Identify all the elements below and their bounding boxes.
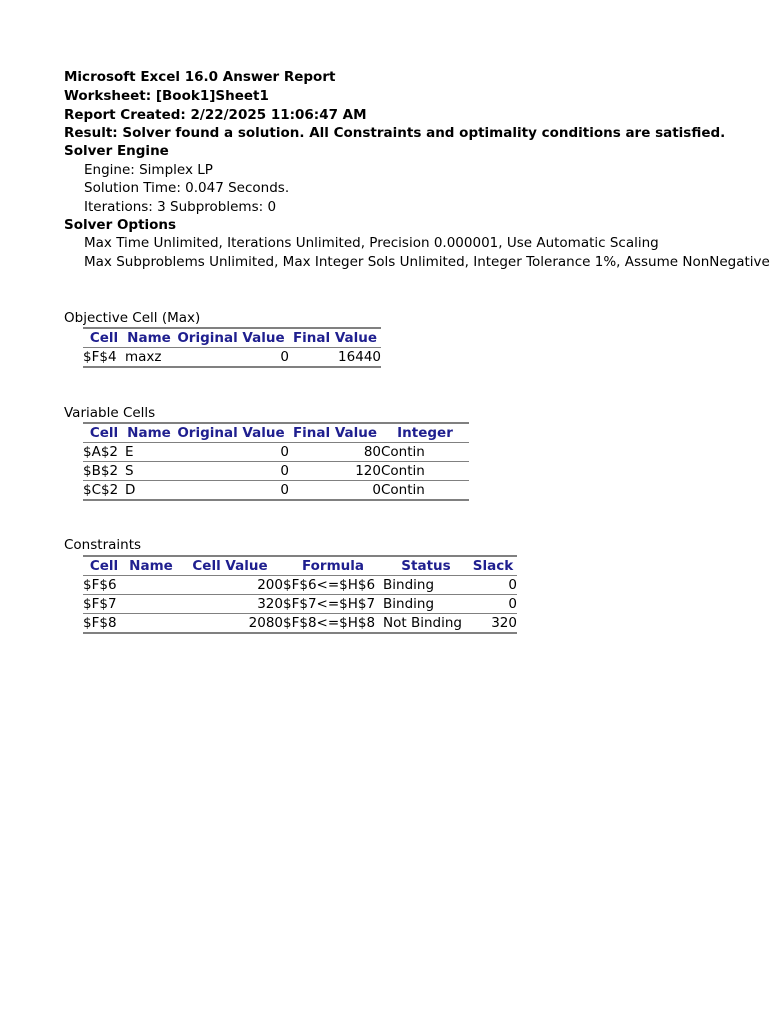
table-row (83, 614, 517, 634)
formula: $F$8<=$H$8 (283, 615, 376, 631)
cell-value: 2080 (248, 615, 283, 631)
variable-cells-table (83, 422, 469, 501)
status: Binding (383, 577, 435, 593)
report-title: Microsoft Excel 16.0 Answer Report (64, 69, 336, 85)
final-value: 0 (372, 482, 381, 498)
original-value: 0 (280, 463, 289, 479)
cell-name: E (125, 444, 134, 460)
original-value: 0 (280, 349, 289, 365)
header-formula: Formula (301, 558, 365, 574)
cell-name (125, 576, 177, 595)
objective-heading: Objective Cell (Max) (64, 310, 201, 326)
table-row (83, 595, 517, 614)
header-name: Name (127, 330, 171, 346)
cell-value: 320 (257, 596, 283, 612)
constraints-header-row (83, 556, 517, 576)
cell-ref: $F$8 (83, 615, 117, 631)
header-original-value: Original Value (177, 425, 285, 441)
header-status: Status (401, 558, 451, 574)
cell-ref: $C$2 (83, 482, 119, 498)
final-value: 80 (363, 444, 381, 460)
objective-header-row (83, 328, 381, 348)
iterations-info: Iterations: 3 Subproblems: 0 (84, 199, 277, 215)
constraints-table (83, 555, 517, 634)
original-value: 0 (280, 482, 289, 498)
solver-options-line-1: Max Time Unlimited, Iterations Unlimited, Precision 0.000001, Use Automatic Scaling (84, 235, 659, 251)
header-cell-value: Cell Value (192, 558, 268, 574)
cell-name: S (125, 463, 134, 479)
cell-name (125, 595, 177, 614)
final-value: 120 (355, 463, 381, 479)
table-row (83, 576, 517, 595)
header-name: Name (129, 558, 173, 574)
cell-value: 200 (257, 577, 283, 593)
header-final-value: Final Value (292, 330, 378, 346)
header-cell: Cell (89, 558, 119, 574)
integer-type: Contin (381, 444, 425, 460)
integer-type: Contin (381, 482, 425, 498)
result-line: Result: Solver found a solution. All Constraints and optimality conditions are satisfied. (64, 125, 726, 141)
header-name: Name (127, 425, 171, 441)
formula: $F$6<=$H$6 (283, 577, 376, 593)
cell-ref: $B$2 (83, 463, 119, 479)
formula: $F$7<=$H$7 (283, 596, 376, 612)
header-slack: Slack (472, 558, 514, 574)
report-created: Report Created: 2/22/2025 11:06:47 AM (64, 107, 367, 123)
engine-type: Engine: Simplex LP (84, 162, 213, 178)
table-row (83, 348, 381, 368)
cell-ref: $F$4 (83, 349, 117, 365)
slack: 320 (491, 615, 517, 631)
final-value: 16440 (338, 349, 381, 365)
slack: 0 (508, 577, 517, 593)
cell-ref: $A$2 (83, 444, 119, 460)
header-original-value: Original Value (177, 330, 285, 346)
table-row (83, 481, 469, 501)
cell-name (125, 614, 177, 634)
integer-type: Contin (381, 463, 425, 479)
variable-header-row (83, 423, 469, 443)
table-row (83, 443, 469, 462)
header-final-value: Final Value (292, 425, 378, 441)
solution-time: Solution Time: 0.047 Seconds. (84, 180, 290, 196)
cell-ref: $F$6 (83, 577, 117, 593)
solver-options-line-2: Max Subproblems Unlimited, Max Integer Sols Unlimited, Integer Tolerance 1%, Assume NonNegative (84, 254, 770, 270)
cell-name: maxz (125, 349, 162, 365)
cell-ref: $F$7 (83, 596, 117, 612)
status: Binding (383, 596, 435, 612)
original-value: 0 (280, 444, 289, 460)
solver-engine-heading: Solver Engine (64, 143, 169, 159)
status: Not Binding (383, 615, 462, 631)
constraints-heading: Constraints (64, 537, 142, 553)
variable-cells-heading: Variable Cells (64, 405, 156, 421)
cell-name: D (125, 482, 136, 498)
solver-options-heading: Solver Options (64, 217, 177, 233)
objective-table (83, 327, 381, 368)
header-integer: Integer (397, 425, 453, 441)
slack: 0 (508, 596, 517, 612)
worksheet-label: Worksheet: [Book1]Sheet1 (64, 88, 269, 104)
header-cell: Cell (89, 425, 119, 441)
table-row (83, 462, 469, 481)
header-cell: Cell (89, 330, 119, 346)
